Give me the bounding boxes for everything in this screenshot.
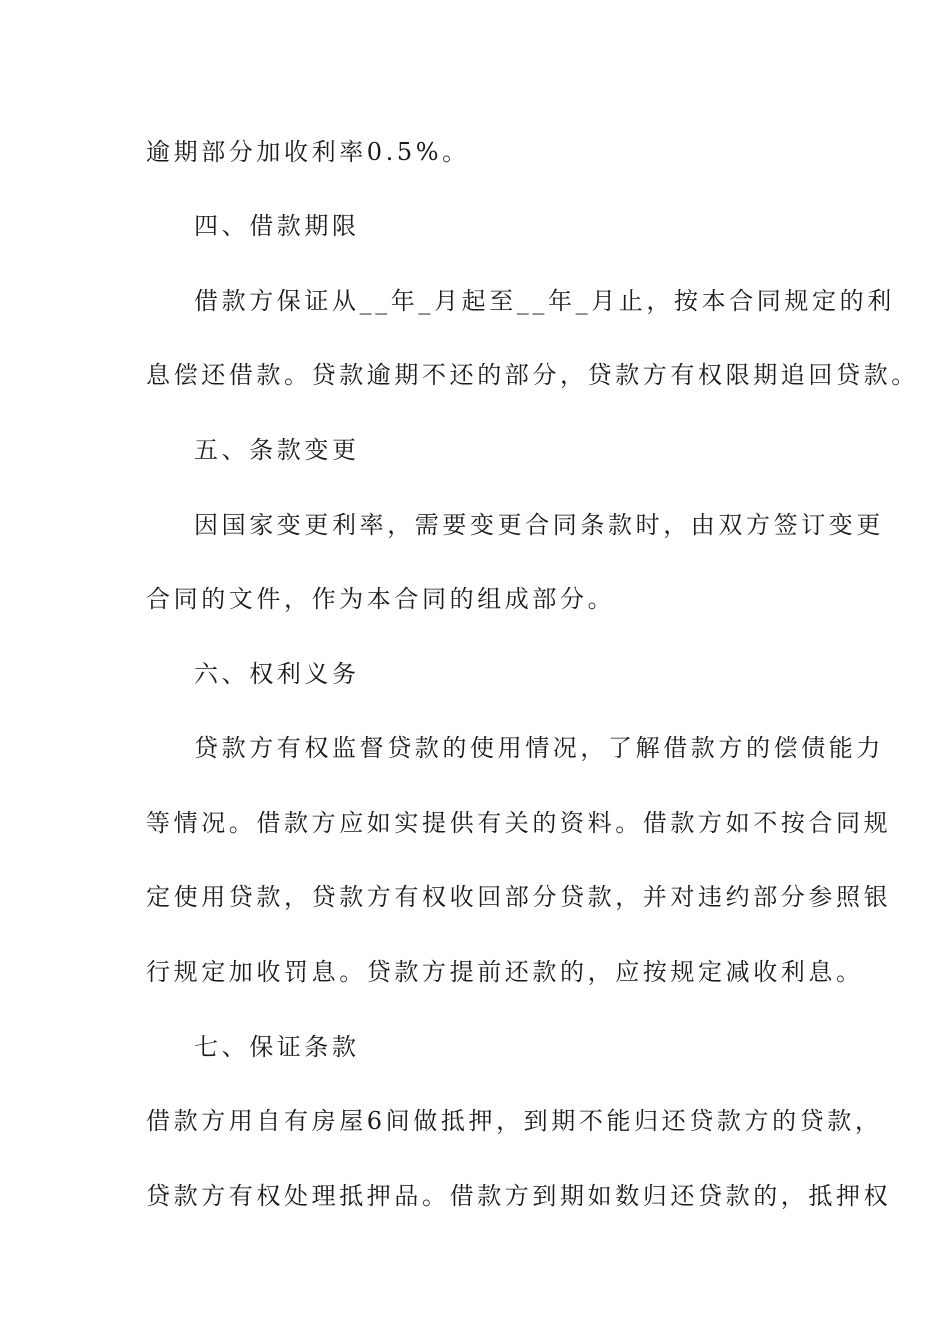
body-text-line: 贷款方有权处理抵押品。借款方到期如数归还贷款的，抵押权 (146, 1182, 892, 1210)
section-heading-loan-term: 四、借款期限 (194, 212, 360, 240)
section-heading-clause-change: 五、条款变更 (194, 436, 360, 464)
body-text-line: 合同的文件，作为本合同的组成部分。 (146, 585, 616, 613)
body-text-line: 息偿还借款。贷款逾期不还的部分，贷款方有权限期追回贷款。 (146, 361, 919, 389)
body-text-line: 借款方保证从__年_月起至__年_月止，按本合同规定的利 (194, 287, 895, 315)
body-text-line: 等情况。借款方应如实提供有关的资料。借款方如不按合同规 (146, 809, 892, 837)
body-text-line: 借款方用自有房屋6间做抵押，到期不能归还贷款方的贷款， (146, 1107, 883, 1135)
body-text-line: 贷款方有权监督贷款的使用情况，了解借款方的偿债能力 (194, 734, 884, 762)
section-heading-rights-obligations: 六、权利义务 (194, 660, 360, 688)
body-text-line: 定使用贷款，贷款方有权收回部分贷款，并对违约部分参照银 (146, 883, 892, 911)
section-heading-guarantee: 七、保证条款 (194, 1033, 360, 1061)
body-text-line: 逾期部分加收利率0.5%。 (146, 138, 470, 166)
body-text-line: 因国家变更利率，需要变更合同条款时，由双方签订变更 (194, 511, 884, 539)
body-text-line: 行规定加收罚息。贷款方提前还款的，应按规定减收利息。 (146, 958, 864, 986)
